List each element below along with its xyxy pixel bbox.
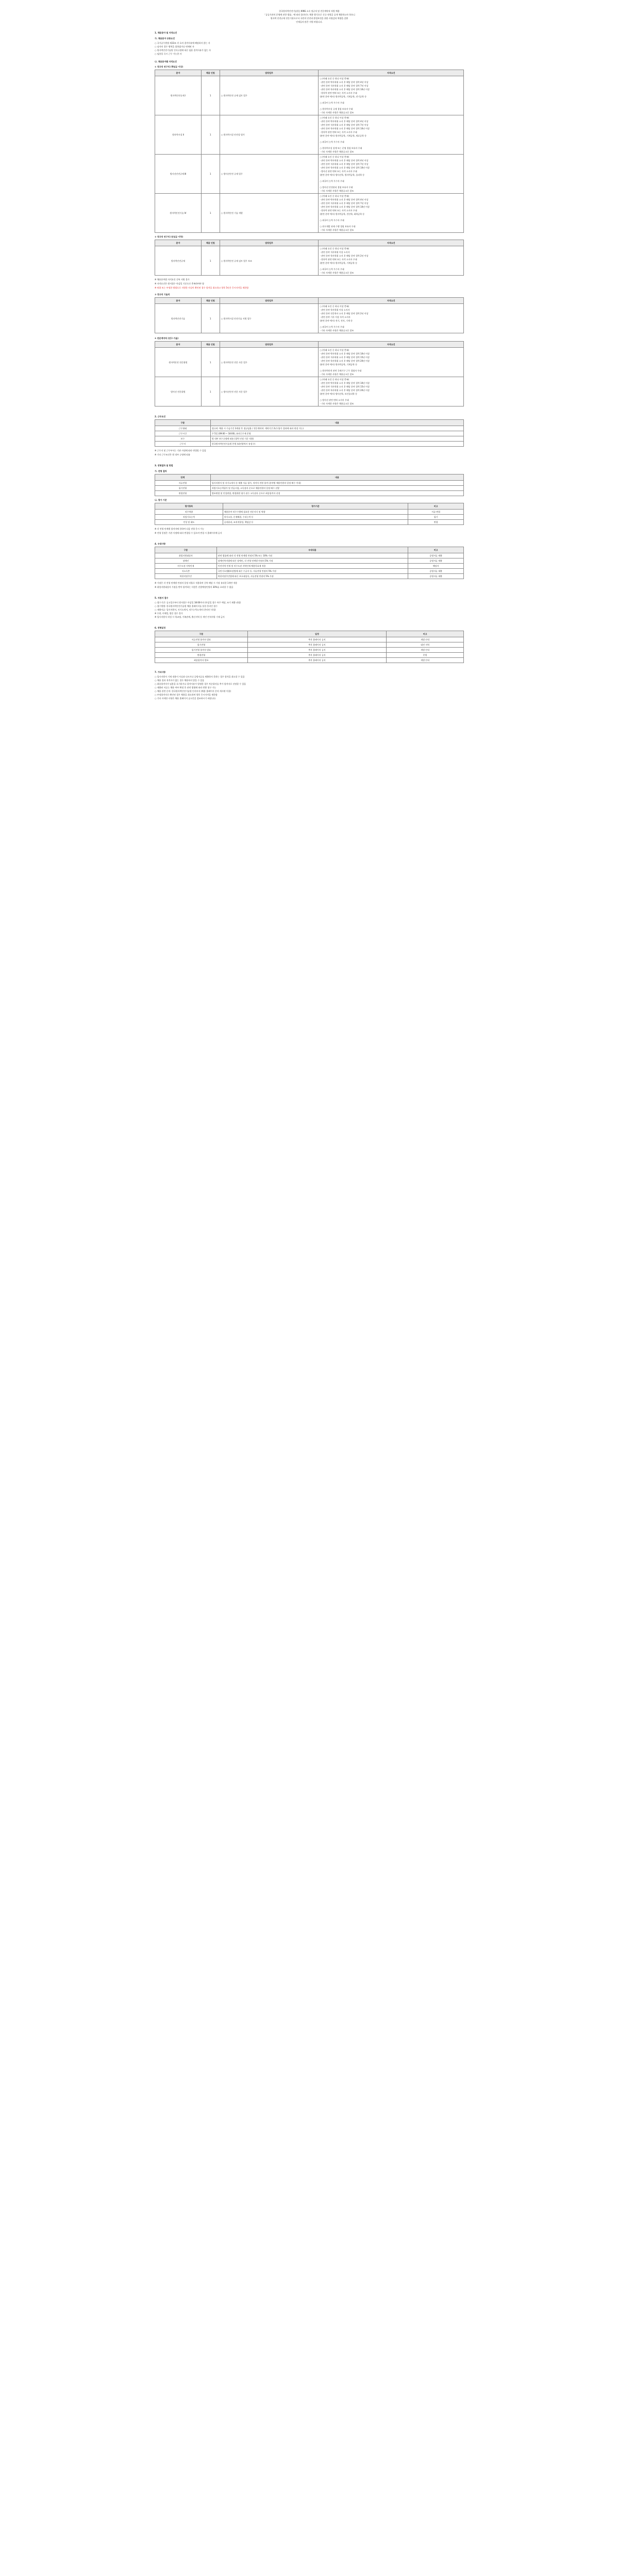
count-cell: 1 bbox=[201, 304, 220, 333]
criteria-cell: 의사소통, 문제해결, 수리능력 등 bbox=[223, 515, 408, 520]
section-other bbox=[155, 670, 464, 700]
value-cell: 한국원자력안전기술원 본원 (대전광역시 유성구) bbox=[210, 442, 463, 447]
table-row bbox=[155, 564, 464, 569]
label-cell: 근무시간 bbox=[155, 431, 211, 436]
requirement-line: ○ (아래 요건 중 하나 이상 충족) bbox=[320, 247, 349, 250]
header-note: 비고 bbox=[387, 631, 464, 637]
duty-cell: ○ 원자력안전 전문 자문 업무 bbox=[220, 348, 319, 377]
date-cell: 추후 홈페이지 공지 bbox=[247, 658, 387, 663]
header-count: 채용 인원 bbox=[201, 70, 220, 76]
header-duty: 담당업무 bbox=[220, 240, 319, 246]
note-cell: 증빙서류 제출 bbox=[408, 553, 464, 558]
note: ※ 근무지 및 근무부서는 기관 사정에 따라 변경될 수 있음 bbox=[155, 449, 206, 452]
preference-table bbox=[155, 547, 464, 579]
other-note: ○ 채용 관련 문의: 한국원자력안전기술원 인사부서 (채용 홈페이지 문의 게시판 이용) bbox=[155, 690, 231, 692]
requirement-line: - 기타 자세한 사항은 채용공고문 참조 bbox=[320, 373, 354, 376]
requirement-line: (관련 분야 예시) 원자력공학, 기계공학 등 bbox=[320, 363, 358, 366]
requirement-line: ○ (아래 요건 중 하나 이상 충족) bbox=[320, 349, 349, 351]
label-cell: 필기전형 bbox=[155, 486, 211, 491]
table-row bbox=[155, 637, 464, 642]
requirement-line: (관련 분야 예시) 원자력공학, 기계공학 등 bbox=[320, 262, 358, 264]
header-requirements: 자격요건 bbox=[319, 342, 464, 348]
intro bbox=[155, 0, 464, 24]
other-note: ○ 기타 자세한 사항은 채용 홈페이지 공고문을 참조하시기 바랍니다. bbox=[155, 697, 216, 700]
requirement-line: - 관련 분야 석사학위 소지 후 해당 분야 경력 7년 이상 bbox=[320, 202, 369, 205]
requirements-cell bbox=[319, 377, 464, 406]
duty-cell: ○ 원자력안전 규제 검토 업무 bbox=[220, 76, 319, 115]
note-cell: 개별 안내 bbox=[387, 637, 464, 642]
note: ※ 기타 근무조건은 원 내부 규정에 따름 bbox=[155, 453, 190, 456]
table-row bbox=[155, 377, 464, 406]
requirement-line: ○ (아래 요건 중 하나 이상 충족) bbox=[320, 77, 349, 80]
qualification-table-b bbox=[155, 240, 464, 276]
qualification-table-c bbox=[155, 297, 464, 333]
field-cell: 원자력안전기술 bbox=[155, 304, 202, 333]
header-duty: 담당업무 bbox=[220, 342, 319, 348]
section-title: 6. 전형일정 bbox=[155, 626, 166, 629]
requirement-line: - 관련 분야 학사학위 소지 후 해당 분야 경력 10년 이상 bbox=[320, 206, 370, 208]
requirement-line: - 관련 분야 석사학위 이상 소지자 bbox=[320, 251, 350, 253]
requirement-line: ○ (아래 요건 중 하나 이상 충족) bbox=[320, 195, 349, 197]
subsection-title: 가. 전형 절차 bbox=[155, 470, 167, 472]
header-stage: 단계 bbox=[155, 474, 211, 481]
section-application bbox=[155, 596, 464, 619]
note-cell: 증빙서류 제출 bbox=[408, 558, 464, 564]
requirement-line: ○ 외국어 능력 우수자 우대 bbox=[320, 219, 344, 222]
header-field: 분야 bbox=[155, 240, 202, 246]
requirement-line: (관련 분야 예시) 원자력공학, 기계공학, 재료공학 등 bbox=[320, 134, 367, 137]
header-field: 분야 bbox=[155, 342, 202, 348]
table-row bbox=[155, 658, 464, 663]
requirement-line: (관련 분야 예시) 방사선학, 원자력공학, 물리학 등 bbox=[320, 174, 365, 176]
requirements-cell bbox=[319, 155, 464, 194]
requirement-line: ○ 방사선 안전관리 경험 보유자 우대 bbox=[320, 186, 353, 189]
label-cell: 필기전형 bbox=[155, 642, 248, 648]
value-cell: 관련 법률에 따라 각 전형 단계별 만점의 5% 또는 10% 가점 bbox=[216, 553, 408, 558]
table-row bbox=[155, 431, 464, 436]
header-note: 비고 bbox=[408, 503, 464, 510]
requirement-line: - 관련 분야 박사학위 소지 후 해당 분야 경력 4년 이상 bbox=[320, 159, 369, 162]
count-cell: 1 bbox=[201, 348, 220, 377]
label-cell: 근무지 bbox=[155, 442, 211, 447]
value-cell: 직업기초능력평가 및 전공시험, 고득점자 순으로 채용인원의 일정 배수 선발 bbox=[210, 486, 463, 491]
table-caption: ① 정규직 연구직 (책임급 이상) bbox=[155, 65, 183, 68]
table-row bbox=[155, 436, 464, 442]
intro-line: 원자력 안전규제 전문기관으로서 국민의 안전과 환경보전을 위한 사명감과 역량을 갖춘 bbox=[270, 17, 348, 20]
requirement-line: ○ (아래 요건 중 하나 이상 충족) bbox=[320, 378, 349, 381]
requirement-line: - 기타 자세한 사항은 채용공고문 참조 bbox=[320, 150, 354, 153]
table-row bbox=[155, 558, 464, 564]
table-body bbox=[155, 304, 464, 333]
table-row bbox=[155, 155, 464, 194]
requirement-line: - 관련 분야 박사학위 소지 후 해당 분야 경력 4년 이상 bbox=[320, 120, 369, 123]
requirement-line: - 기타 자세한 사항은 채용공고문 참조 bbox=[320, 111, 354, 114]
table-body bbox=[155, 76, 464, 233]
header-category: 구분 bbox=[155, 547, 217, 553]
table-caption: ③ 정규직 기술직 bbox=[155, 293, 170, 296]
requirements-cell bbox=[319, 246, 464, 276]
note-cell: 증빙서류 제출 bbox=[408, 574, 464, 579]
label-cell: 저소득층 bbox=[155, 569, 217, 574]
requirement-line: - 관련 분야 박사학위 소지 후 해당 분야 경력 10년 이상 bbox=[320, 352, 370, 355]
requirement-line: ○ 외국어 능력 우수자 우대 bbox=[320, 141, 344, 143]
label-cell: 서류전형 합격자 발표 bbox=[155, 637, 248, 642]
table-body bbox=[155, 246, 464, 276]
duty-cell: ○ 방사선안전 전문 자문 업무 bbox=[220, 377, 319, 406]
requirement-line: - 관련 분야 석사학위 소지 후 해당 분야 경력 7년 이상 bbox=[320, 124, 369, 126]
requirement-line: - 관련 분야 석사학위 소지 후 해당 분야 경력 7년 이상 bbox=[320, 163, 369, 165]
table-body bbox=[155, 481, 464, 496]
label-cell: 면접전형 bbox=[155, 653, 248, 658]
requirement-line: ○ 원자력안전 관련 국제기구 근무 경험자 우대 bbox=[320, 369, 362, 372]
section-title: 4. 우대사항 bbox=[155, 543, 166, 545]
requirement-line: - 관련 분야 박사학위 소지 후 해당 분야 경력 10년 이상 bbox=[320, 382, 370, 384]
requirement-line: - 관련 분야 학사학위 소지 후 해당 분야 경력 10년 이상 bbox=[320, 127, 370, 130]
header-criteria: 평가기준 bbox=[223, 503, 408, 510]
note-cell: 대전 지역 bbox=[387, 642, 464, 648]
requirement-line: - 관련 분야 박사학위 소지 후 해당 분야 경력 4년 이상 bbox=[320, 81, 369, 83]
note: ※ 채용분야별 자격요건 중복 지원 불가 bbox=[155, 278, 190, 281]
table-body bbox=[155, 553, 464, 579]
section-preference bbox=[155, 542, 464, 589]
requirement-line: - 기타 자세한 사항은 채용공고문 참조 bbox=[320, 229, 354, 231]
application-item: ※ 입사지원서 작성 시 학교명, 가족관계, 출신지역 등 개인 인적사항 기재 금지 bbox=[155, 616, 225, 618]
label-cell: 장애인 bbox=[155, 558, 217, 564]
section-selection bbox=[155, 464, 464, 535]
requirement-line: - 기타 자세한 사항은 채용공고문 참조 bbox=[320, 272, 354, 274]
requirements-cell bbox=[319, 304, 464, 333]
table-row bbox=[155, 304, 464, 333]
label-cell: 북한이탈주민 bbox=[155, 574, 217, 579]
field-cell: 방사선안전규제 Ⅲ bbox=[155, 155, 202, 194]
table-row bbox=[155, 553, 464, 558]
header-content: 우대내용 bbox=[216, 547, 408, 553]
count-cell: 1 bbox=[201, 246, 220, 276]
section-title: 3. 전형절차 및 방법 bbox=[155, 464, 173, 467]
field-cell: 원자력안전기술 Ⅳ bbox=[155, 194, 202, 233]
table-row bbox=[155, 653, 464, 658]
note-cell: 증빙서류 제출 bbox=[408, 569, 464, 574]
label-cell: 근무형태 bbox=[155, 426, 211, 431]
header-category: 구분 bbox=[155, 631, 248, 637]
note-cell: 서류·면접 bbox=[408, 510, 464, 515]
header-count: 채용 인원 bbox=[201, 342, 220, 348]
section-qualifications bbox=[155, 31, 464, 406]
note-cell: 개별 안내 bbox=[387, 658, 464, 663]
requirement-line: - 기타 자세한 사항은 채용공고문 참조 bbox=[320, 329, 354, 332]
criteria-cell: 공직윤리, 조직적합성, 책임감 등 bbox=[223, 520, 408, 525]
date-cell: 추후 홈페이지 공지 bbox=[247, 653, 387, 658]
header-count: 채용 인원 bbox=[201, 240, 220, 246]
subsection-title: 나. 채용분야별 자격요건 bbox=[155, 60, 177, 63]
note-emphasis: ※ 허위 또는 부정한 방법으로 지원한 사실이 확인된 경우 합격을 취소하고 향후 5년간 응시자격을 제한함 bbox=[155, 286, 249, 289]
header-requirements: 자격요건 bbox=[319, 70, 464, 76]
requirement-line: ○ 원자력시설 규제 경험 보유자 우대 bbox=[320, 108, 353, 110]
application-item: ○ 접수기간: 공고일로부터 원서접수 마감일 18:00까지 (마감일 접수 폭주 예상, 조기 제출 권장) bbox=[155, 601, 241, 604]
qualification-table-a bbox=[155, 70, 464, 233]
table-row bbox=[155, 194, 464, 233]
requirement-line: - 관련 분야 학사학위 소지 후 해당 분야 경력 10년 이상 bbox=[320, 166, 370, 169]
intro-line: 인재들의 많은 지원 바랍니다. bbox=[296, 21, 323, 23]
requirement-line: ○ 연구개발 과제 수행 경험 보유자 우대 bbox=[320, 225, 356, 228]
table-row bbox=[155, 76, 464, 115]
requirements-cell bbox=[319, 194, 464, 233]
table-row bbox=[155, 486, 464, 491]
table-body bbox=[155, 637, 464, 663]
field-cell: 원자력시설 Ⅱ bbox=[155, 115, 202, 155]
requirement-line: - 관련 분야 석사학위 소지 후 해당 분야 경력 7년 이상 bbox=[320, 84, 369, 87]
table-row bbox=[155, 574, 464, 579]
table-caption: ④ 전문계약직 (연구·기술) bbox=[155, 337, 179, 340]
subsection-title: 나. 평가 기준 bbox=[155, 499, 167, 501]
table-row bbox=[155, 348, 464, 377]
value-cell: 발표면접 및 인성면접, 면접위원 평가 점수 고득점자 순으로 최종합격자 선정 bbox=[210, 491, 463, 496]
header-duty: 담당업무 bbox=[220, 70, 319, 76]
table-row bbox=[155, 569, 464, 574]
count-cell: 1 bbox=[201, 155, 220, 194]
requirement-line: - 관련 분야 학사학위 소지 후 해당 분야 경력 10년 이상 bbox=[320, 88, 370, 91]
table-caption: ② 정규직 연구직 (선임급 이하) bbox=[155, 235, 183, 238]
value-cell: 원 내부 보수규정에 따름 (경력 인정 기준 적용) bbox=[210, 436, 463, 442]
table-row bbox=[155, 515, 464, 520]
item-cell: 직무역량 bbox=[155, 510, 223, 515]
header-field: 분야 bbox=[155, 70, 202, 76]
count-cell: 1 bbox=[201, 194, 220, 233]
count-cell: 1 bbox=[201, 377, 220, 406]
section-title: 7. 기타사항 bbox=[155, 671, 166, 673]
header-requirements: 자격요건 bbox=[319, 240, 464, 246]
field-cell: 방사선 전문위원 bbox=[155, 377, 202, 406]
requirement-line: - 기타 자세한 사항은 채용공고문 참조 bbox=[320, 402, 354, 405]
table-row bbox=[155, 648, 464, 653]
requirement-line: ○ 외국어 능력 우수자 우대 bbox=[320, 326, 344, 328]
field-cell: 원자력안전규제 bbox=[155, 246, 202, 276]
value-cell: 국민기초생활보장법에 따른 수급자 등, 서류전형 만점의 5% 가점 bbox=[216, 569, 408, 574]
header-requirements: 자격요건 bbox=[319, 298, 464, 304]
section-schedule bbox=[155, 626, 464, 663]
item-cell: 직업기초능력 bbox=[155, 515, 223, 520]
field-cell: 원자력안전규제 Ⅰ bbox=[155, 76, 202, 115]
header-date: 일정 bbox=[247, 631, 387, 637]
value-cell: 입사지원서 및 자기소개서 등 제출 서류 평가, 적격자 전원 합격 (분야별 채용인원의 일정 배수 이내) bbox=[210, 481, 463, 486]
value-cell: 북한이탈주민법에 따른 보호대상자, 서류전형 만점의 5% 가점 bbox=[216, 574, 408, 579]
section-conditions bbox=[155, 415, 464, 456]
application-item: ○ 제출서류: 입사지원서, 자기소개서, 직무능력소개서 (온라인 작성) bbox=[155, 608, 216, 611]
requirement-line: - 방사선 관련 면허 또는 자격 소지자 우대 bbox=[320, 170, 357, 173]
schedule-table bbox=[155, 631, 464, 663]
other-note: ○ 제출된 서류는 채용 여부 확정 후 관련 법령에 따라 반환 청구 가능 bbox=[155, 686, 216, 689]
note: ※ 전형 일정은 기관 사정에 따라 변경될 수 있으며 변경 시 홈페이지에 공지 bbox=[155, 532, 222, 534]
requirement-line: ○ (아래 요건 중 하나 이상 충족) bbox=[320, 116, 349, 119]
label-cell: 보수 bbox=[155, 436, 211, 442]
header-field: 분야 bbox=[155, 298, 202, 304]
requirement-line: (관련 분야 예시) 원자력공학, 전산학, 화학공학 등 bbox=[320, 213, 365, 215]
note: ※ 자격요건은 원서접수 마감일 기준으로 충족하여야 함 bbox=[155, 282, 204, 285]
requirement-line: - 관련 분야 석사학위 소지 후 해당 분야 경력 15년 이상 bbox=[320, 385, 370, 388]
qualification-table-d bbox=[155, 341, 464, 406]
requirement-line: ○ 원자력시설 설계 또는 운영 경험 보유자 우대 bbox=[320, 147, 362, 149]
common-item: ○ 남자의 경우 병역을 필하였거나 면제된 자 bbox=[155, 45, 194, 48]
duty-cell: ○ 원자력시설 안전성 평가 bbox=[220, 115, 319, 155]
requirements-cell bbox=[319, 348, 464, 377]
label-cell: 취업지원대상자 bbox=[155, 553, 217, 558]
application-item: ○ 접수방법: 한국원자력안전기술원 채용 홈페이지를 통한 온라인 접수 bbox=[155, 605, 218, 607]
requirement-line: - 관련 분야 학사학위 소지 후 해당 분야 경력 2년 이상 bbox=[320, 255, 369, 257]
note-cell: 면접 bbox=[408, 520, 464, 525]
table-row bbox=[155, 642, 464, 648]
table-body bbox=[155, 510, 464, 525]
duty-cell: ○ 원자력시설 안전기술 지원 업무 bbox=[220, 304, 319, 333]
requirement-line: ○ 외국어 능력 우수자 우대 bbox=[320, 180, 344, 182]
requirement-line: - 관련 분야 학사학위 소지 후 해당 분야 경력 20년 이상 bbox=[320, 389, 370, 392]
value-cell: 장애인복지법에 따른 장애인, 각 전형 단계별 만점의 5% 가점 bbox=[216, 558, 408, 564]
note-cell: 필기 bbox=[408, 515, 464, 520]
requirement-line: - 기타 자세한 사항은 채용공고문 참조 bbox=[320, 190, 354, 192]
requirement-line: - 관련 분야 전문학사 소지 후 해당 분야 경력 2년 이상 bbox=[320, 312, 369, 315]
selection-table bbox=[155, 474, 464, 496]
item-cell: 인성 및 태도 bbox=[155, 520, 223, 525]
table-body bbox=[155, 426, 464, 447]
requirement-line: ○ 외국어 능력 우수자 우대 bbox=[320, 268, 344, 270]
requirement-line: - 관련 분야 기사 이상 자격 소지자 bbox=[320, 316, 350, 318]
field-cell: 원자력안전 전문위원 bbox=[155, 348, 202, 377]
other-note: ○ 채용 결과 적격자가 없는 경우 채용하지 않을 수 있음 bbox=[155, 679, 205, 682]
label-cell: 비수도권 지역인재 bbox=[155, 564, 217, 569]
header-category: 구분 bbox=[155, 420, 211, 426]
document-body bbox=[155, 0, 464, 700]
requirement-line: ○ 외국어 능력 우수자 우대 bbox=[320, 101, 344, 104]
label-cell: 최종합격자 발표 bbox=[155, 658, 248, 663]
requirement-line: (관련 분야 예시) 전기, 전자, 기계 등 bbox=[320, 319, 353, 322]
requirement-line: (관련 분야 예시) 방사선학, 보건물리학 등 bbox=[320, 393, 358, 395]
requirements-cell bbox=[319, 115, 464, 155]
table-row bbox=[155, 510, 464, 515]
duty-cell: ○ 원자력안전 규제 검토 업무 보조 bbox=[220, 246, 319, 276]
common-item: ○ 국가공무원법 제33조 각 호의 결격사유에 해당하지 않는 자 bbox=[155, 42, 210, 44]
value-cell: 정규직: 채용 시 수습기간 3개월 후 정규임용 / 전문계약직: 계약기간 2년 (평가 결과에 따라 연장 가능) bbox=[210, 426, 463, 431]
header-content: 내용 bbox=[210, 420, 463, 426]
label-cell: 서류전형 bbox=[155, 481, 211, 486]
count-cell: 1 bbox=[201, 115, 220, 155]
date-cell: 추후 홈페이지 공지 bbox=[247, 648, 387, 653]
other-note: ○ 부정합격자로 확인된 경우 채용을 취소하며 향후 응시자격을 제한함 bbox=[155, 693, 218, 696]
common-item: ○ 원자력안전기술원 인사규정에 따른 임용 결격사유가 없는 자 bbox=[155, 49, 211, 52]
header-content: 내용 bbox=[210, 474, 463, 481]
criteria-table bbox=[155, 503, 464, 525]
table-row bbox=[155, 481, 464, 486]
other-note: ○ 최종합격자가 임용을 포기하거나 결격사유가 발생한 경우 차순위자를 추가 합격자로 선정할 수 있음 bbox=[155, 683, 246, 685]
table-row bbox=[155, 426, 464, 431]
note: ※ 각 전형 단계별 합격자에 한하여 다음 전형 응시 가능 bbox=[155, 528, 204, 530]
requirements-cell bbox=[319, 76, 464, 115]
requirement-line: ○ 방사선 관련 면허 소지자 우대 bbox=[320, 399, 349, 401]
header-count: 채용 인원 bbox=[201, 298, 220, 304]
note: ※ 취업지원대상자 가점을 받아 합격하는 사람은 선발예정인원의 30%를 초과할 수 없음 bbox=[155, 586, 233, 588]
header-note: 비고 bbox=[408, 547, 464, 553]
note: ※ 가점은 각 전형 단계별 만점의 일정 비율로 적용하며 중복 해당 시 가장 유리한 1개만 적용 bbox=[155, 582, 238, 584]
section-title: 1. 채용분야 및 자격요건 bbox=[155, 31, 177, 34]
label-cell: 면접전형 bbox=[155, 491, 211, 496]
table-row bbox=[155, 520, 464, 525]
header-duty: 담당업무 bbox=[220, 298, 319, 304]
conditions-table bbox=[155, 419, 464, 447]
duty-cell: ○ 원자력안전 기술 개발 bbox=[220, 194, 319, 233]
requirement-line: ○ (아래 요건 중 하나 이상 충족) bbox=[320, 305, 349, 308]
label-cell: 필기전형 합격자 발표 bbox=[155, 648, 248, 653]
requirement-line: (관련 분야 예시) 원자력공학, 기계공학, 전기공학 등 bbox=[320, 95, 367, 98]
value-cell: 이전지역 인재 및 비수도권 지역인재 채용목표제 적용 bbox=[216, 564, 408, 569]
date-cell: 추후 홈페이지 공지 bbox=[247, 637, 387, 642]
table-row bbox=[155, 246, 464, 276]
intro-line: 「공공기관의 운영에 관한 법률」에 따라 블라인드 채용 방식으로 신규 직원을 공개 채용하고자 하오니 bbox=[263, 13, 355, 16]
table-row bbox=[155, 442, 464, 447]
header-item: 평가항목 bbox=[155, 503, 223, 510]
requirement-line: - 원자력 관련 면허 또는 자격 소지자 우대 bbox=[320, 258, 357, 261]
table-row bbox=[155, 491, 464, 496]
requirement-line: - 원자력 관련 면허 또는 자격 소지자 우대 bbox=[320, 131, 357, 133]
duty-cell: ○ 방사선안전 규제 업무 bbox=[220, 155, 319, 194]
requirement-line: - 원자력 관련 면허 또는 자격 소지자 우대 bbox=[320, 209, 357, 212]
note-cell: 개별 안내 bbox=[387, 648, 464, 653]
note-cell: 본원 bbox=[387, 653, 464, 658]
note-cell: 해당자 bbox=[408, 564, 464, 569]
criteria-cell: 채용분야 직무수행에 필요한 전문지식 및 역량 bbox=[223, 510, 408, 515]
table-row bbox=[155, 115, 464, 155]
requirement-line: - 관련 분야 학사학위 소지 후 해당 분야 경력 20년 이상 bbox=[320, 360, 370, 362]
requirement-line: - 원자력 관련 면허 또는 자격 소지자 우대 bbox=[320, 92, 357, 94]
value-cell: 주 5일 (09:00 ~ 18:00), 유연근무제 운영 bbox=[210, 431, 463, 436]
table-body bbox=[155, 348, 464, 406]
subsection-title: 가. 채용분야 공통요건 bbox=[155, 37, 175, 40]
requirement-line: ○ (아래 요건 중 하나 이상 충족) bbox=[320, 156, 349, 158]
requirement-line: - 관련 분야 박사학위 소지 후 해당 분야 경력 4년 이상 bbox=[320, 198, 369, 201]
section-title: 5. 지원서 접수 bbox=[155, 597, 169, 599]
other-note: ○ 입사지원서 기재 내용이 사실과 다르거나 증빙서류를 제출하지 못하는 경우 합격을 취소할 수 있음 bbox=[155, 675, 245, 678]
requirement-line: - 관련 분야 석사학위 소지 후 해당 분야 경력 15년 이상 bbox=[320, 356, 370, 359]
requirement-line: - 관련 분야 학사학위 이상 소지자 bbox=[320, 309, 350, 311]
intro-line: 한국원자력안전기술원 | KINS 소속 정규직 및 전문계약직 직원 채용 bbox=[279, 10, 340, 12]
count-cell: 1 bbox=[201, 76, 220, 115]
common-item: ○ 임용일 즉시 근무 가능한 자 bbox=[155, 53, 182, 55]
section-title: 2. 근무조건 bbox=[155, 415, 166, 418]
application-item: ※ 우편, 이메일, 방문 접수 불가 bbox=[155, 612, 183, 615]
date-cell: 추후 홈페이지 공지 bbox=[247, 642, 387, 648]
